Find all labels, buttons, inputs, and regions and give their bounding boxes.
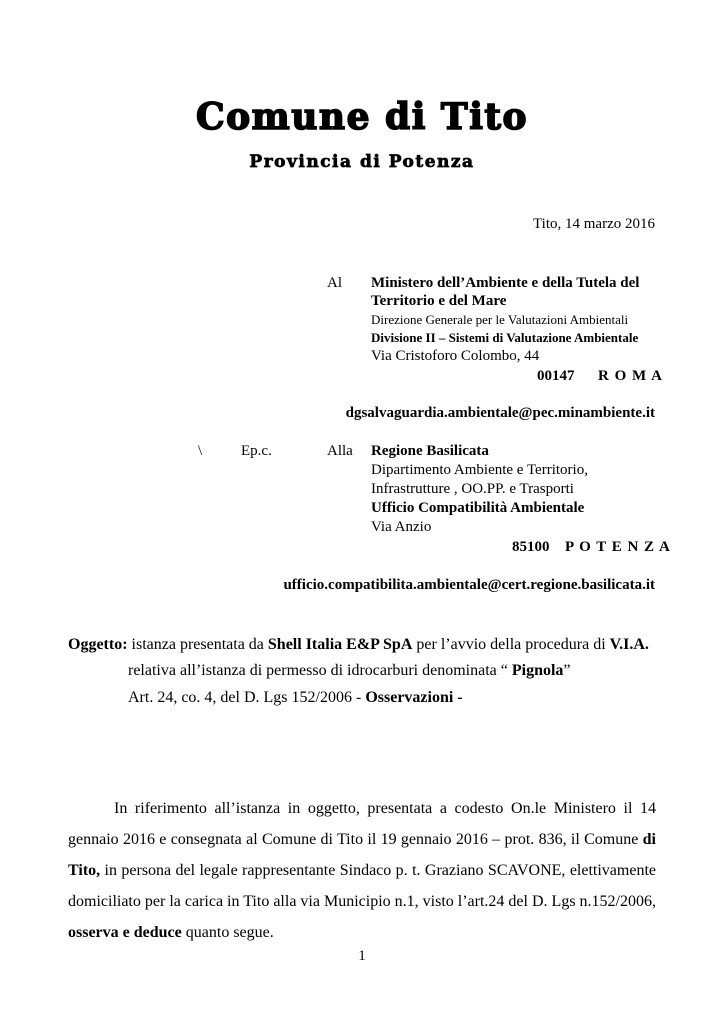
recipient-city: P O T E N Z A	[565, 539, 671, 555]
subject-observations: Osservazioni -	[365, 689, 463, 706]
recipient-email[interactable]: dgsalvaguardia.ambientale@pec.minambiente.it	[345, 405, 655, 421]
subject-text: Art. 24, co. 4, del D. Lgs 152/2006 -	[128, 689, 366, 706]
body-text: In riferimento all’istanza in oggetto, presentata a codesto On.le Ministero il 14 gennaio 2016 e consegnata al Comune di Tito il 19 gennaio 2016 – prot. 836, il Comune	[68, 800, 656, 848]
body-bold: di Tito,	[68, 831, 656, 879]
body-paragraph	[68, 793, 656, 948]
subject-line-3	[128, 689, 463, 707]
recipient-department: Direzione Generale per le Valutazioni Ambientali	[371, 312, 629, 327]
body-bold: osserva e deduce	[68, 924, 182, 941]
subject-permit-name: Pignola	[511, 662, 564, 679]
recipient-prefix: Alla	[327, 443, 353, 459]
subject-text: relativa all’istanza di permesso di idrocarburi denominata “	[128, 662, 512, 679]
subject-line-1	[68, 636, 649, 654]
body-text: in persona del legale rappresentante Sindaco p. t. Graziano SCAVONE, elettivamente domiciliato per la carica in Tito alla via Municipio n.1, visto l’art.24 del D. Lgs n.152/2006,	[68, 862, 656, 910]
body-text: quanto segue.	[181, 924, 274, 941]
backslash-mark: \	[198, 443, 203, 459]
subject-text: per l’avvio della procedura di	[412, 636, 610, 653]
subject-line-2	[128, 662, 571, 680]
recipient-email[interactable]: ufficio.compatibilita.ambientale@cert.regione.basilicata.it	[283, 577, 655, 593]
recipient-dept-line1: Dipartimento Ambiente e Territorio,	[371, 462, 588, 478]
recipient-cap: 00147	[537, 368, 575, 384]
recipient-dept-line2: Infrastrutture , OO.PP. e Trasporti	[371, 481, 574, 497]
epc-label: Ep.c.	[241, 443, 272, 459]
recipient-prefix: Al	[327, 275, 342, 291]
subject-text: ”	[563, 662, 571, 679]
recipient-office: Ufficio Compatibilità Ambientale	[371, 500, 585, 516]
recipient-city: R O M A	[598, 368, 663, 384]
date-line: Tito, 14 marzo 2016	[533, 216, 655, 232]
document-subtitle: Provincia di Potenza	[249, 152, 475, 172]
subject-company: Shell Italia E&P SpA	[267, 636, 413, 653]
document-title: Comune di Tito	[195, 96, 529, 138]
page-number: 1	[358, 948, 366, 964]
recipient-name-line1: Ministero dell’Ambiente e della Tutela del	[371, 275, 640, 291]
subject-text: istanza presentata da	[127, 636, 268, 653]
recipient-name-line2: Territorio e del Mare	[371, 293, 507, 309]
recipient-address: Via Anzio	[371, 519, 432, 535]
subject-via: V.I.A.	[609, 636, 649, 653]
recipient-name: Regione Basilicata	[371, 443, 489, 459]
subject-label: Oggetto:	[68, 636, 128, 653]
recipient-division: Divisione II – Sistemi di Valutazione Ambientale	[371, 330, 639, 345]
recipient-cap: 85100	[512, 539, 550, 555]
recipient-address: Via Cristoforo Colombo, 44	[371, 348, 540, 364]
